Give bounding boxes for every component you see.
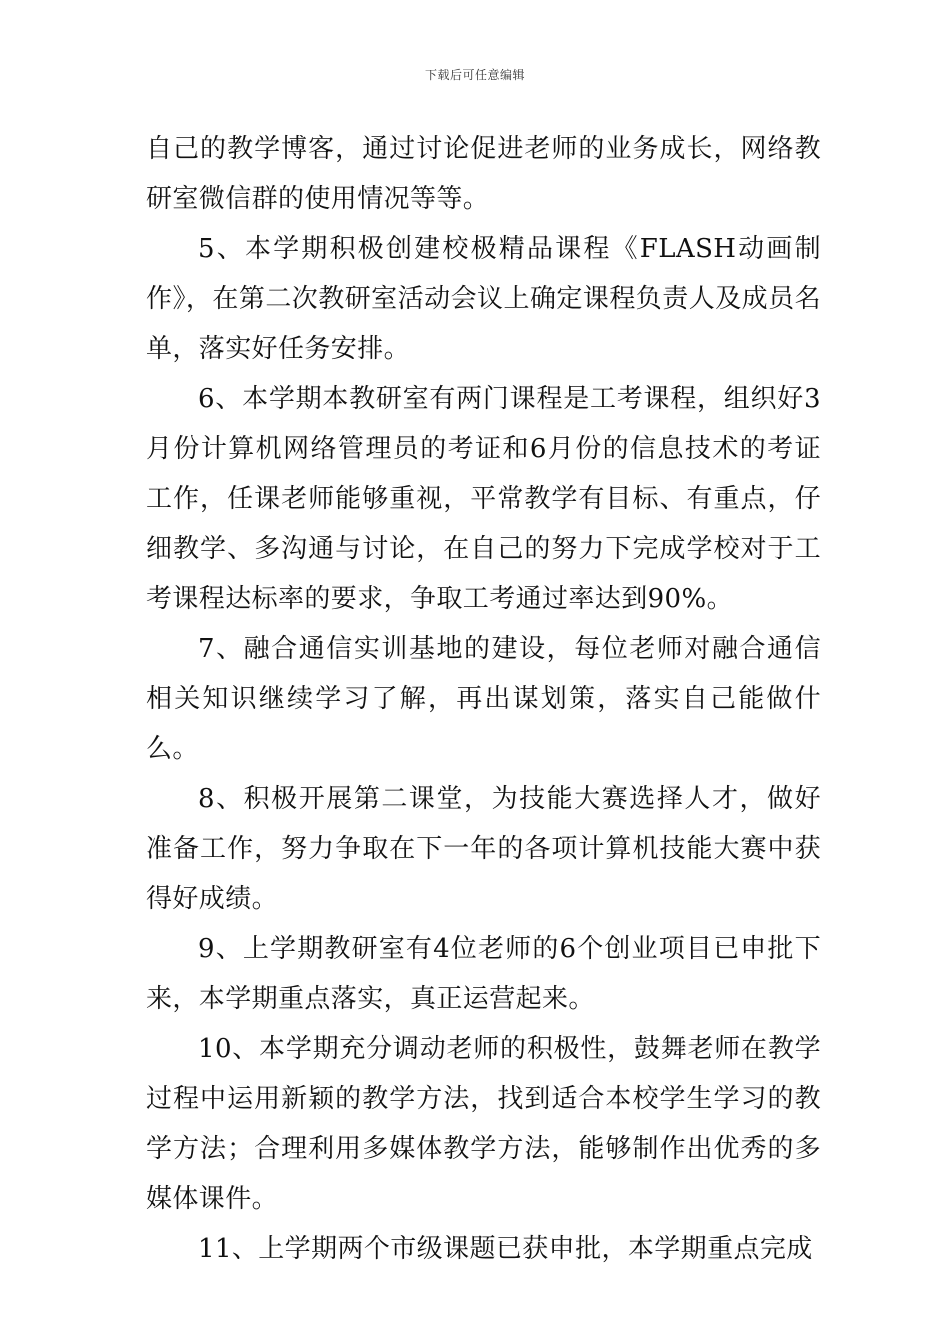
paragraph-continuation: 自己的教学博客，通过讨论促进老师的业务成长，网络教研室微信群的使用情况等等。 xyxy=(146,134,821,214)
paragraph-item-11: 11、上学期两个市级课题已获申批，本学期重点完成 xyxy=(198,1234,813,1264)
document-body xyxy=(146,124,821,1274)
paragraph-item-5: 5、本学期积极创建校极精品课程《FLASH动画制作》，在第二次教研室活动会议上确定课程负责人及成员名单，落实好任务安排。 xyxy=(146,234,821,364)
paragraph-item-9: 9、上学期教研室有4位老师的6个创业项目已申批下来，本学期重点落实，真正运营起来。 xyxy=(146,934,821,1014)
header-note: 下载后可任意编辑 xyxy=(424,68,525,82)
paragraph-item-10: 10、本学期充分调动老师的积极性，鼓舞老师在教学过程中运用新颖的教学方法，找到适合本校学生学习的教学方法；合理利用多媒体教学方法，能够制作出优秀的多媒体课件。 xyxy=(146,1034,821,1214)
paragraph-item-7: 7、融合通信实训基地的建设，每位老师对融合通信相关知识继续学习了解，再出谋划策，落实自己能做什么。 xyxy=(146,634,821,764)
paragraph-item-6: 6、本学期本教研室有两门课程是工考课程，组织好3月份计算机网络管理员的考证和6月份的信息技术的考证工作，任课老师能够重视，平常教学有目标、有重点，仔细教学、多沟通与讨论，在自己的努力下完成学校对于工考课程达标率的要求，争取工考通过率达到90%。 xyxy=(146,384,821,614)
paragraph-item-8: 8、积极开展第二课堂，为技能大赛选择人才，做好准备工作，努力争取在下一年的各项计算机技能大赛中获得好成绩。 xyxy=(146,784,821,914)
